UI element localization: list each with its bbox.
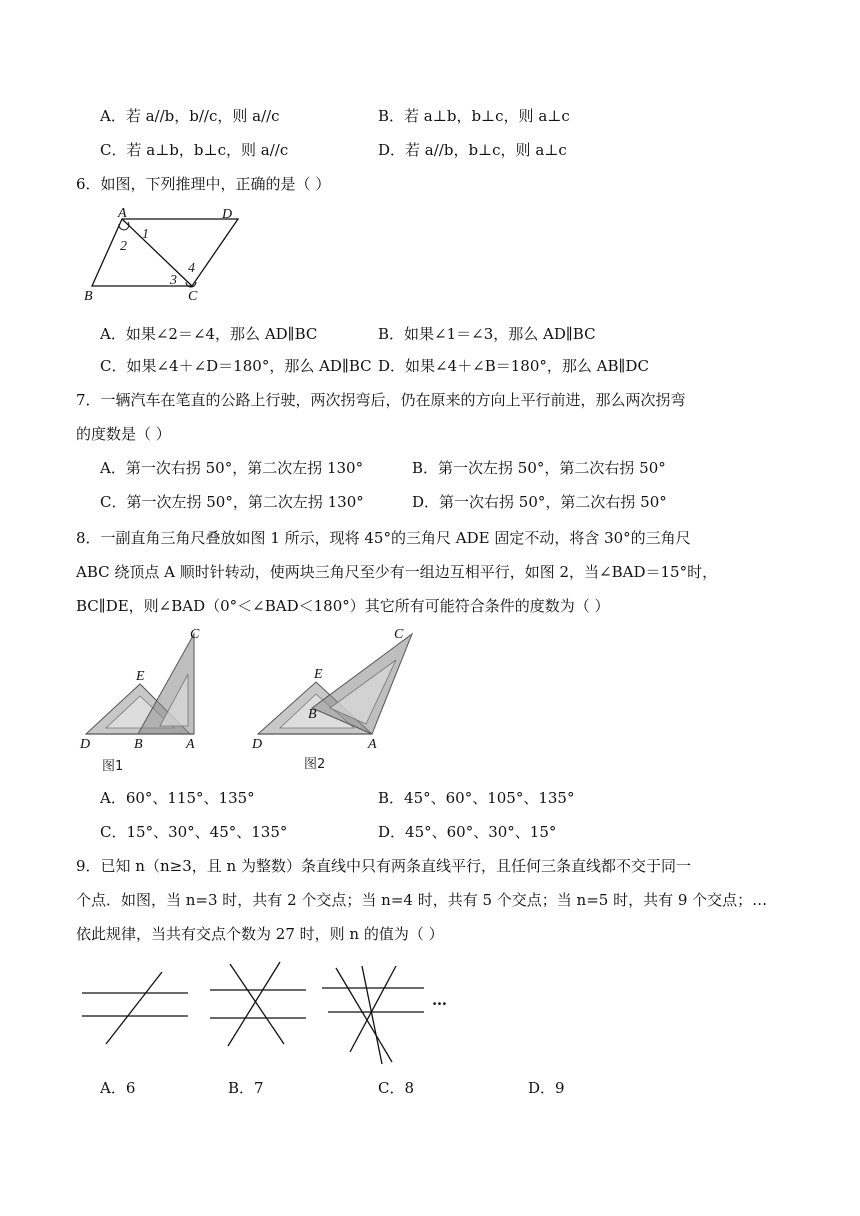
q6-angle-1: 1	[142, 227, 149, 242]
q9-option-d: D．9	[528, 1079, 565, 1097]
q8-fig2-label-e: E	[314, 667, 323, 682]
q5-option-a: A．若 a//b，b//c，则 a//c	[100, 107, 280, 125]
q8-option-c: C．15°、30°、45°、135°	[100, 823, 288, 841]
q7-option-a: A．第一次右拐 50°，第二次左拐 130°	[100, 459, 364, 477]
q9-option-a: A．6	[100, 1079, 136, 1097]
q8-fig2-label-b: B	[308, 707, 317, 722]
q8-option-d: D．45°、60°、30°、15°	[378, 823, 557, 841]
q7-stem-line1: 7．一辆汽车在笔直的公路上行驶，两次拐弯后，仍在原来的方向上平行前进，那么两次拐弯	[76, 391, 686, 409]
q6-vertex-a: A	[118, 206, 127, 221]
q7-option-b: B．第一次左拐 50°，第二次右拐 50°	[412, 459, 666, 477]
q6-angle-2: 2	[120, 239, 127, 254]
q6-vertex-d: D	[222, 207, 233, 222]
q9-figure-n5	[320, 962, 430, 1068]
q7-option-d: D．第一次右拐 50°，第二次右拐 50°	[412, 493, 667, 511]
q8-option-b: B．45°、60°、105°、135°	[378, 789, 575, 807]
q6-vertex-b: B	[84, 289, 93, 304]
q8-fig1-label-b: B	[134, 737, 143, 752]
q8-fig1-caption: 图1	[102, 759, 124, 774]
q8-stem-line3: BC∥DE，则∠BAD（0°＜∠BAD＜180°）其它所有可能符合条件的度数为（ ）	[76, 597, 610, 615]
q6-angle-4: 4	[188, 261, 195, 276]
q9-figure-n3	[80, 968, 190, 1048]
q8-fig1-label-e: E	[136, 669, 145, 684]
q8-fig1-label-d: D	[80, 737, 91, 752]
q8-fig2-label-c: C	[394, 627, 404, 642]
q6-option-a: A．如果∠2＝∠4，那么 AD∥BC	[100, 325, 318, 343]
q8-fig2-label-a: A	[368, 737, 377, 752]
q9-stem-line1: 9．已知 n（n≥3，且 n 为整数）条直线中只有两条直线平行，且任何三条直线都不交于同一	[76, 857, 691, 875]
q9-ellipsis: …	[432, 991, 447, 1009]
q8-fig2-caption: 图2	[304, 757, 326, 772]
q8-figure-2	[250, 622, 420, 778]
q9-option-b: B．7	[228, 1079, 264, 1097]
q6-option-d: D．如果∠4＋∠B＝180°，那么 AB∥DC	[378, 357, 649, 375]
q7-stem-line2: 的度数是（ ）	[76, 425, 171, 443]
q5-option-c: C．若 a⊥b，b⊥c，则 a//c	[100, 141, 289, 159]
q6-parallelogram-figure	[80, 206, 250, 302]
q9-option-c: C．8	[378, 1079, 415, 1097]
q6-stem: 6．如图，下列推理中，正确的是（ ）	[76, 175, 331, 193]
q9-stem-line3: 依此规律，当共有交点个数为 27 时，则 n 的值为（ ）	[76, 925, 444, 943]
q8-option-a: A．60°、115°、135°	[100, 789, 255, 807]
q8-figure-1	[78, 622, 218, 778]
q5-option-b: B．若 a⊥b，b⊥c，则 a⊥c	[378, 107, 570, 125]
q8-stem-line1: 8．一副直角三角尺叠放如图 1 所示，现将 45°的三角尺 ADE 固定不动，将含 30°的三角尺	[76, 529, 691, 547]
q6-option-b: B．如果∠1＝∠3，那么 AD∥BC	[378, 325, 596, 343]
q5-option-d: D．若 a//b，b⊥c，则 a⊥c	[378, 141, 567, 159]
q8-stem-line2: ABC 绕顶点 A 顺时针转动，使两块三角尺至少有一组边互相平行，如图 2，当∠BAD＝15°时，	[76, 563, 718, 581]
q8-fig2-label-d: D	[252, 737, 263, 752]
q8-fig1-label-c: C	[190, 627, 200, 642]
q6-vertex-c: C	[188, 289, 198, 304]
q9-stem-line2: 个点．如图，当 n=3 时，共有 2 个交点；当 n=4 时，共有 5 个交点；当 n=5 时，共有 9 个交点；…	[76, 891, 768, 909]
q7-option-c: C．第一次左拐 50°，第二次左拐 130°	[100, 493, 364, 511]
q6-angle-3: 3	[170, 273, 177, 288]
q9-figure-n4	[208, 960, 308, 1048]
q8-fig1-label-a: A	[186, 737, 195, 752]
q6-option-c: C．如果∠4＋∠D＝180°，那么 AD∥BC	[100, 357, 372, 375]
